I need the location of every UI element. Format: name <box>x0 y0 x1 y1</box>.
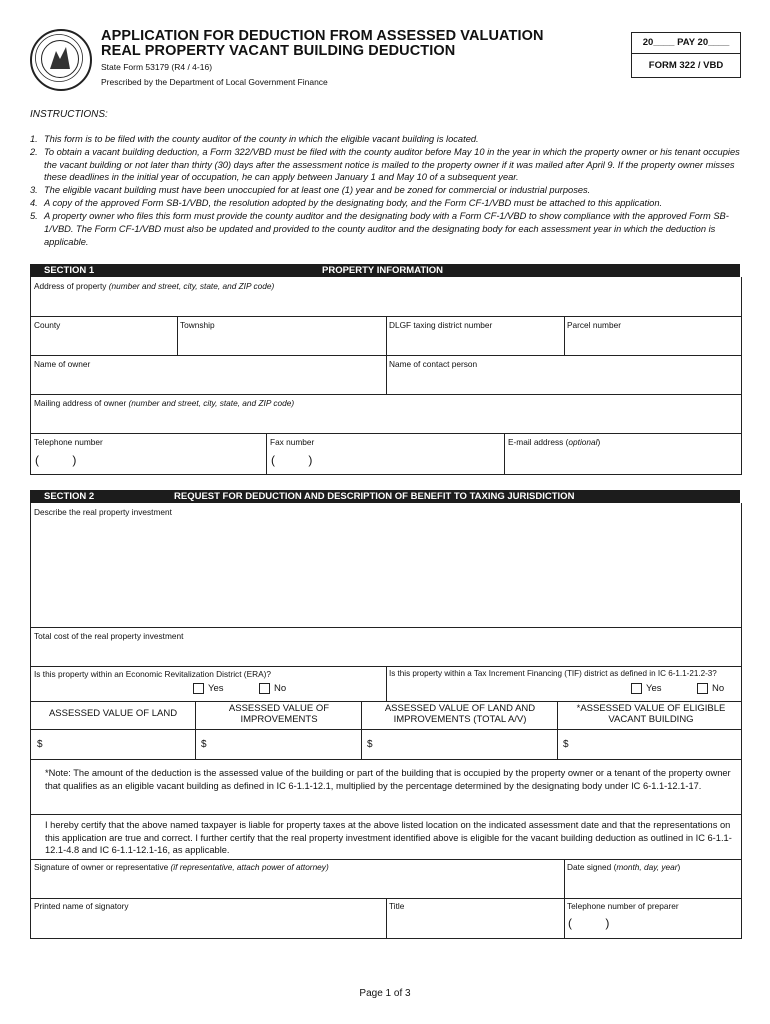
prescribed-by: Prescribed by the Department of Local Government Finance <box>101 77 328 87</box>
eligible-value-input[interactable]: $ <box>563 739 569 750</box>
section2-label: SECTION 2 <box>44 491 95 502</box>
section1-title: PROPERTY INFORMATION <box>322 265 444 276</box>
total-av-input[interactable]: $ <box>367 739 373 750</box>
state-seal-logo <box>30 29 92 91</box>
section2-header <box>30 490 740 503</box>
parcel-number-field[interactable]: Parcel number <box>567 320 621 330</box>
instruction-num: 4. <box>30 198 38 208</box>
instructions-heading: INSTRUCTIONS: <box>30 109 108 120</box>
email-field[interactable]: E-mail address (optional) <box>508 437 601 447</box>
signature-field[interactable]: Signature of owner or representative (if representative, attach power of attorney) <box>34 862 329 872</box>
instruction-item: This form is to be filed with the county auditor of the county in which the eligible vacant building is located. <box>44 134 479 144</box>
col-total-header: ASSESSED VALUE OF LAND AND IMPROVEMENTS (TOTAL A/V) <box>384 703 536 725</box>
address-of-property-field[interactable]: Address of property (number and street, city, state, and ZIP code) <box>34 281 275 291</box>
col-improvements-header: ASSESSED VALUE OF IMPROVEMENTS <box>228 703 330 725</box>
year-pay-field[interactable]: 20____ PAY 20____ <box>642 37 730 48</box>
page-number: Page 1 of 3 <box>359 988 411 999</box>
preparer-phone-field[interactable]: Telephone number of preparer <box>567 901 679 911</box>
col-land-header: ASSESSED VALUE OF LAND <box>48 708 178 719</box>
county-field[interactable]: County <box>34 320 61 330</box>
state-form-number: State Form 53179 (R4 / 4-16) <box>101 62 213 72</box>
section1-header <box>30 264 740 277</box>
era-yes-checkbox[interactable] <box>193 683 204 694</box>
fax-field[interactable]: Fax number <box>270 437 315 447</box>
form-number-label: FORM 322 / VBD <box>648 60 724 71</box>
telephone-paren: ( ) <box>35 453 77 467</box>
title-field[interactable]: Title <box>389 901 405 911</box>
tif-no-checkbox[interactable] <box>697 683 708 694</box>
section2-body <box>30 503 742 939</box>
certification-statement: I hereby certify that the above named taxpayer is liable for property taxes at the above listed location on the indicated assessment date and that the representations on this application are true and correct. I further certify that the real property investment identified above is eligible for the vacant building deduction as outlined in IC 6-1.1-12.1-4.8 and IC 6-1.1-12.1-16, as applicable. <box>45 820 732 855</box>
township-field[interactable]: Township <box>180 320 215 330</box>
preparer-phone-paren: ( ) <box>568 916 610 930</box>
date-signed-field[interactable]: Date signed (month, day, year) <box>567 862 681 872</box>
instruction-num: 3. <box>30 185 38 195</box>
form-title-line1: APPLICATION FOR DEDUCTION FROM ASSESSED VALUATION <box>101 28 544 44</box>
instruction-num: 5. <box>30 211 38 221</box>
era-no-label: No <box>274 683 287 694</box>
era-yes-label: Yes <box>208 683 224 694</box>
improvements-value-input[interactable]: $ <box>201 739 207 750</box>
describe-investment-field[interactable]: Describe the real property investment <box>34 507 172 517</box>
tif-question: Is this property within a Tax Increment Financing (TIF) district as defined in IC 6-1.1-21.2-3? <box>389 669 717 678</box>
section1-label: SECTION 1 <box>44 265 95 276</box>
instruction-item: The eligible vacant building must have been unoccupied for at least one (1) year and be zoned for commercial or industrial purposes. <box>44 185 591 195</box>
total-cost-field[interactable]: Total cost of the real property investment <box>34 631 184 641</box>
land-value-input[interactable]: $ <box>37 739 43 750</box>
mailing-address-field[interactable]: Mailing address of owner (number and street, city, state, and ZIP code) <box>34 398 295 408</box>
instruction-item: A property owner who files this form must provide the county auditor and the designating body with a Form CF-1/VBD to show compliance with the approved Form SB-1/VBD. The Form CF-1/VBD must also be updated and provided to the county auditor and the designating body for each assessment year in which the deduction is applicable. <box>44 211 729 247</box>
printed-name-field[interactable]: Printed name of signatory <box>34 901 129 911</box>
form-title-line2: REAL PROPERTY VACANT BUILDING DEDUCTION <box>101 43 456 59</box>
instruction-item: A copy of the approved Form SB-1/VBD, the resolution adopted by the designating body, and the Form CF-1/VBD must be attached to this application. <box>44 198 663 208</box>
col-eligible-header: *ASSESSED VALUE OF ELIGIBLE VACANT BUILDING <box>576 703 726 725</box>
era-no-checkbox[interactable] <box>259 683 270 694</box>
section2-title: REQUEST FOR DEDUCTION AND DESCRIPTION OF BENEFIT TO TAXING JURISDICTION <box>174 491 575 502</box>
owner-name-field[interactable]: Name of owner <box>34 359 91 369</box>
instruction-num: 1. <box>30 134 38 144</box>
fax-paren: ( ) <box>271 453 313 467</box>
instruction-num: 2. <box>30 146 38 157</box>
deduction-note: *Note: The amount of the deduction is the assessed value of the building or part of the building that is occupied by the property owner or a tenant of the property owner that qualifies as an eligible vacant building as defined in IC 6-1.1-12.1, multiplied by the percentage determined by the designating body under IC 6-1.1-12.1-17. <box>45 768 731 791</box>
year-form-box <box>631 32 741 78</box>
era-question: Is this property within an Economic Revitalization District (ERA)? <box>34 669 272 679</box>
tif-yes-label: Yes <box>646 683 662 694</box>
section1-body <box>30 277 742 475</box>
instructions-list <box>30 133 755 253</box>
instruction-item: To obtain a vacant building deduction, a Form 322/VBD must be filed with the county auditor before May 10 in the year in which the property owner or his tenant occupies the vacant building or not later than thirty (30) days after the assessment notice is mailed to the property owner if it was mailed after April 9. If the property owner misses these deadlines in the initial year of occupation, he can apply between January 1 and May 10 of a subsequent year. <box>44 146 740 183</box>
tif-yes-checkbox[interactable] <box>631 683 642 694</box>
contact-person-field[interactable]: Name of contact person <box>389 359 478 369</box>
tif-no-label: No <box>712 683 725 694</box>
dlgf-district-field[interactable]: DLGF taxing district number <box>389 320 493 330</box>
telephone-field[interactable]: Telephone number <box>34 437 103 447</box>
